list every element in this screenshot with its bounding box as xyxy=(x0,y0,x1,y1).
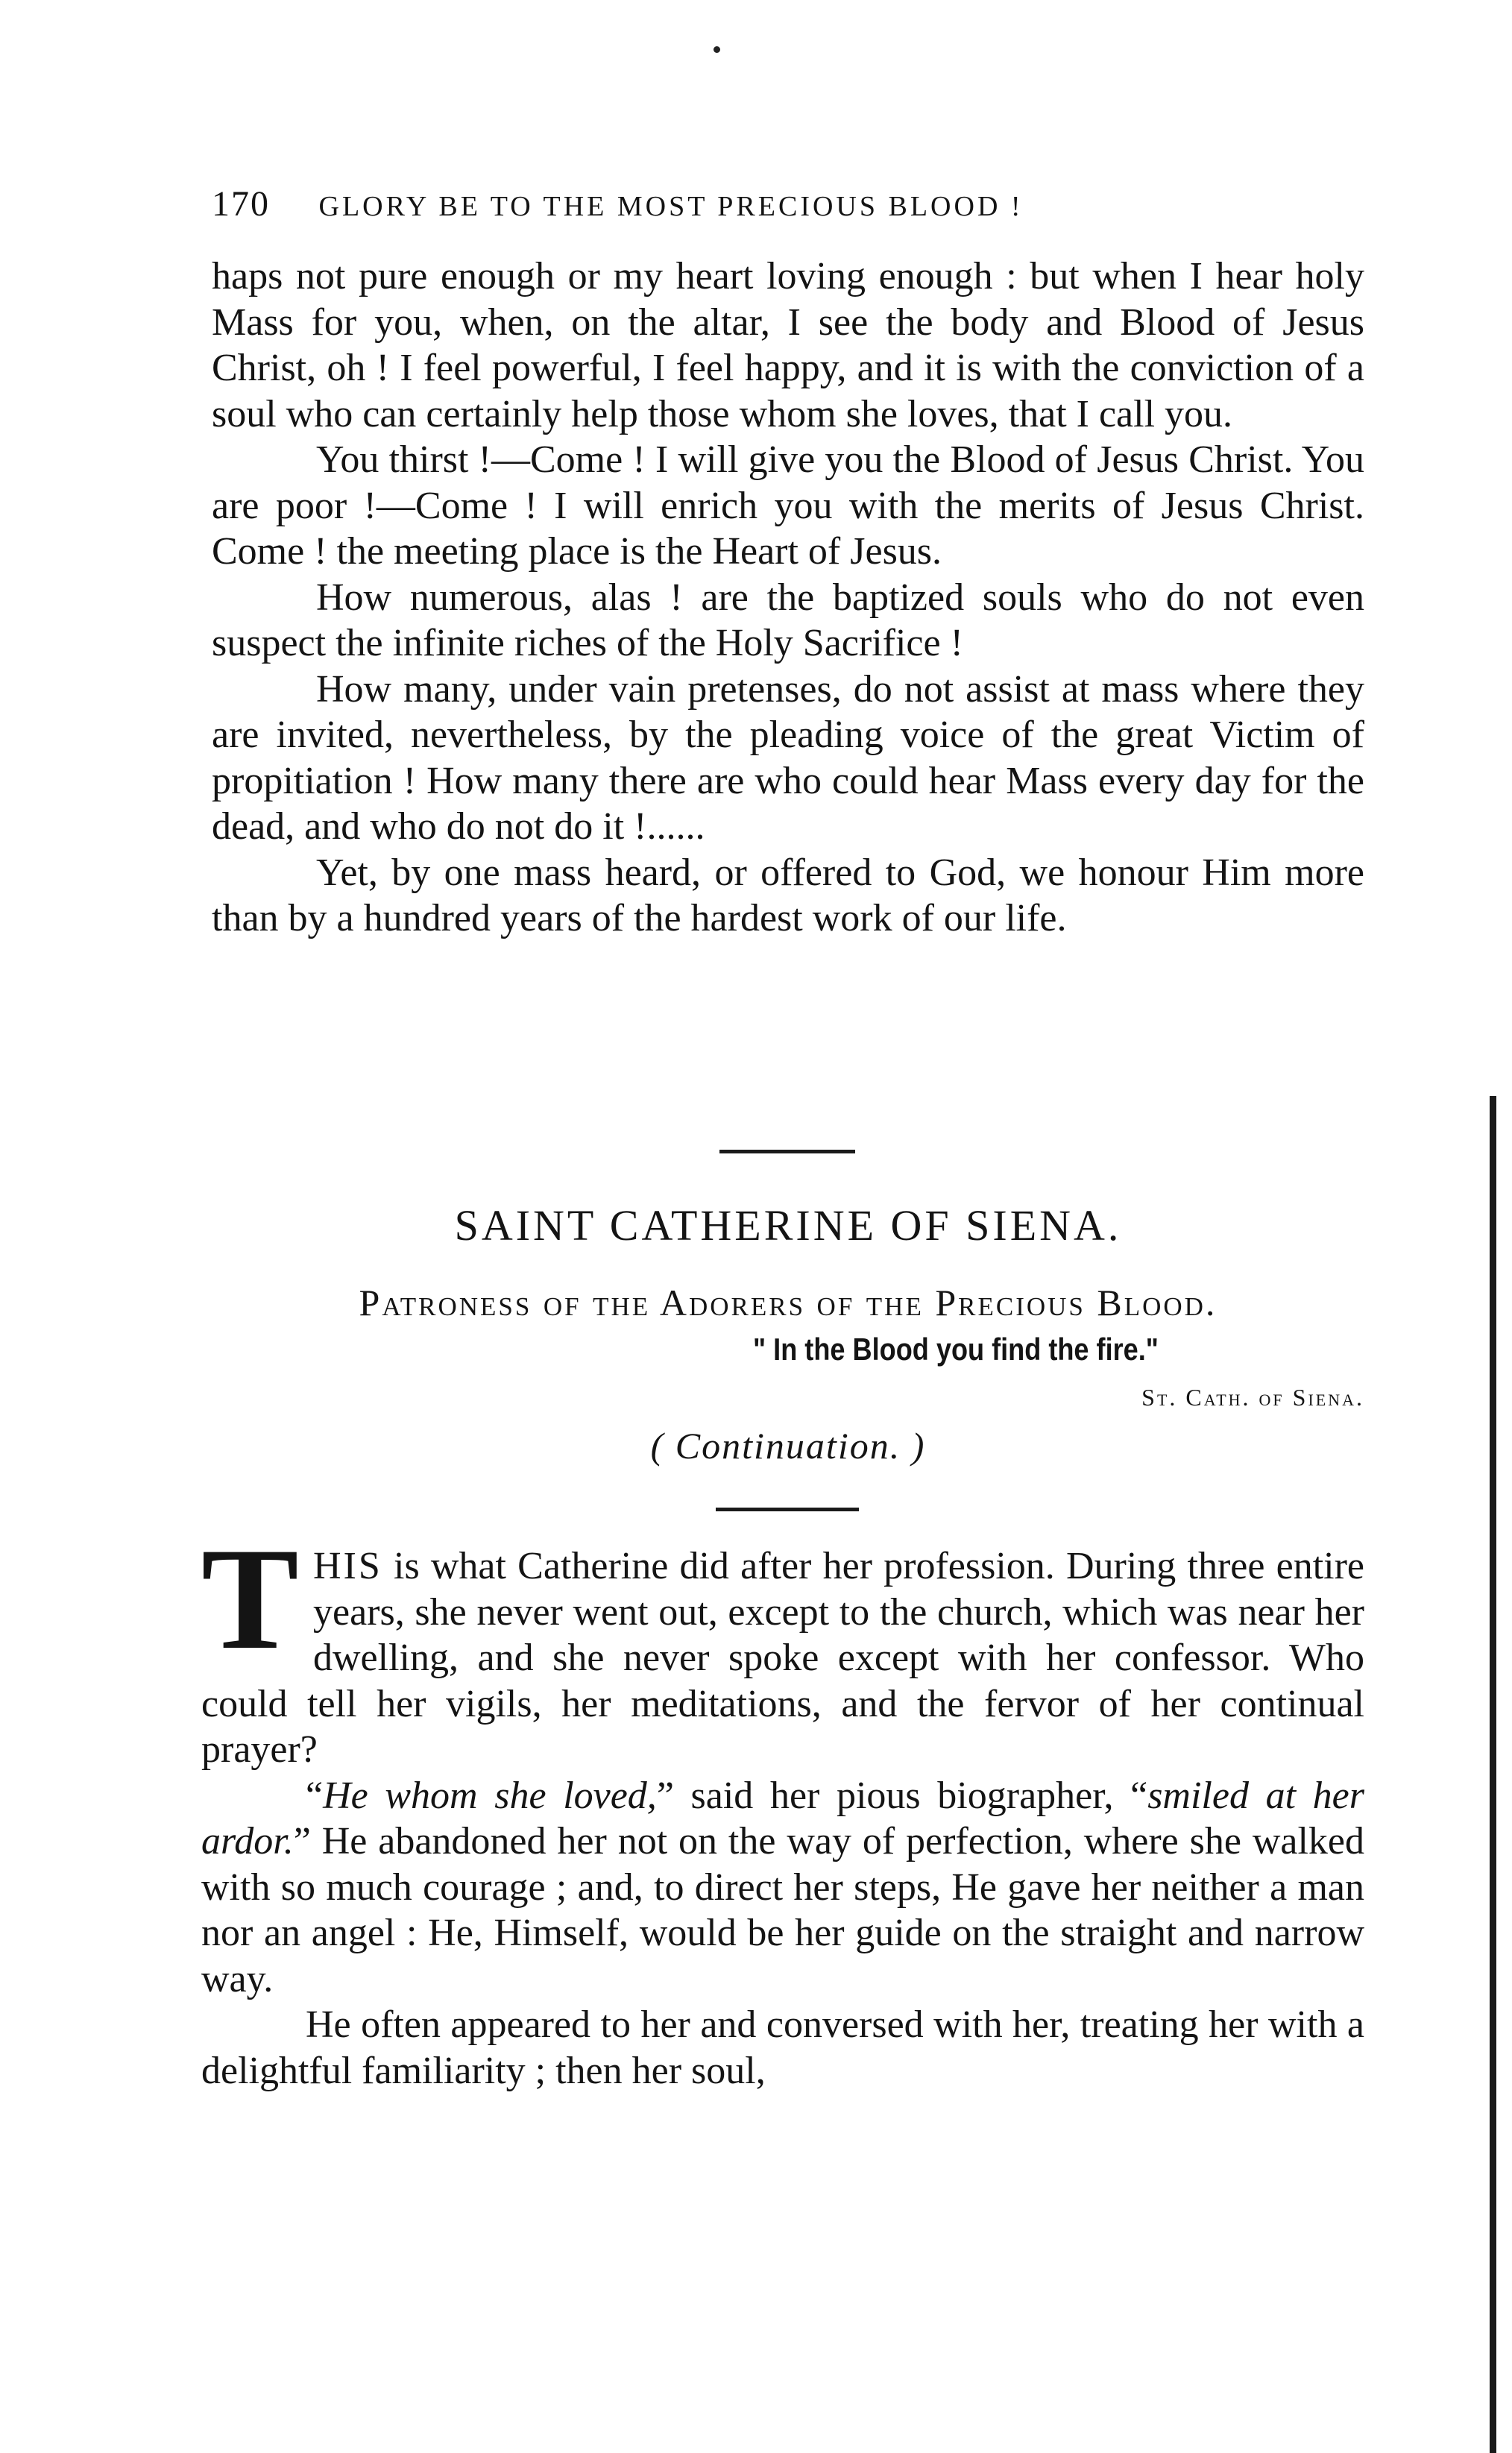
chapter-body xyxy=(201,1518,1364,2094)
opening-word: HIS xyxy=(313,1545,382,1587)
paragraph-biographer-text: ” He abandoned her not on the way of perfection, where she walked with so much courage ; and, to direct her steps, He gave her neither a man nor an angel : He, Himself, would be her guide on the straight and narrow way. xyxy=(201,1820,1364,2000)
section-divider-bottom xyxy=(716,1508,859,1511)
page-number: 170 xyxy=(212,184,270,224)
paragraph-biographer xyxy=(201,1773,1364,2003)
paragraph-profession-text: is what Catherine did after her profession. During three entire years, she never went out, except to the church, which was near her dwelling, and she never spoke except with her confessor. Who could tell her vigils, her meditations, and the fervor of her continual prayer? xyxy=(201,1545,1364,1771)
continuation-note: ( Continuation. ) xyxy=(650,1425,926,1467)
ink-speck xyxy=(714,46,720,53)
paragraph-one-mass: Yet, by one mass heard, or offered to God, we honour Him more than by a hundred years of the hardest work of our life. xyxy=(212,851,1364,939)
section-title: SAINT CATHERINE OF SIENA. xyxy=(454,1201,1122,1250)
open-quote: “ xyxy=(306,1774,324,1817)
quote-he-whom-she-loved: He whom she loved, xyxy=(323,1774,657,1817)
top-text-block xyxy=(212,254,1364,942)
biographer-text: ” said her pious biographer, “ xyxy=(656,1774,1148,1817)
epigraph-attribution: St. Cath. of Siena. xyxy=(1141,1384,1364,1411)
running-head xyxy=(212,183,1233,228)
quote-smiled-at-her-ardor: smiled at her ardor. xyxy=(201,1774,1364,1862)
paragraph-thirst: You thirst !—Come ! I will give you the Blood of Jesus Christ. You are poor !—Come ! I will enrich you with the merits of Jesus Christ. Come ! the meeting place is the Heart of Jesus. xyxy=(212,438,1364,573)
paragraph-continued: haps not pure enough or my heart loving enough : but when I hear holy Mass for you, when, on the altar, I see the body and Blood of Jesus Christ, oh ! I feel powerful, I feel happy, and it is with the conviction of a soul who can certainly help those whom she loves, that I call you. xyxy=(212,255,1364,435)
paragraph-appeared: He often appeared to her and conversed with her, treating her with a delightful familiarity ; then her soul, xyxy=(201,2003,1364,2092)
epigraph-quote: " In the Blood you find the fire." xyxy=(753,1332,1159,1367)
paragraph-how-many: How many, under vain pretenses, do not assist at mass where they are invited, nevertheless, by the pleading voice of the great Victim of propitiation ! How many there are who could hear Mass every day for the dead, and who do not do it !...... xyxy=(212,667,1364,848)
page-edge-shadow xyxy=(1490,1096,1496,2453)
section-divider-top xyxy=(719,1150,855,1153)
section-subtitle: Patroness of the Adorers of the Precious Blood. xyxy=(359,1282,1218,1323)
running-title: GLORY BE TO THE MOST PRECIOUS BLOOD ! xyxy=(318,191,1024,222)
paragraph-numerous: How numerous, alas ! are the baptized souls who do not even suspect the infinite riches of the Holy Sacrifice ! xyxy=(212,576,1364,664)
paragraph-profession xyxy=(201,1518,1364,1773)
drop-cap: T xyxy=(201,1518,299,1680)
